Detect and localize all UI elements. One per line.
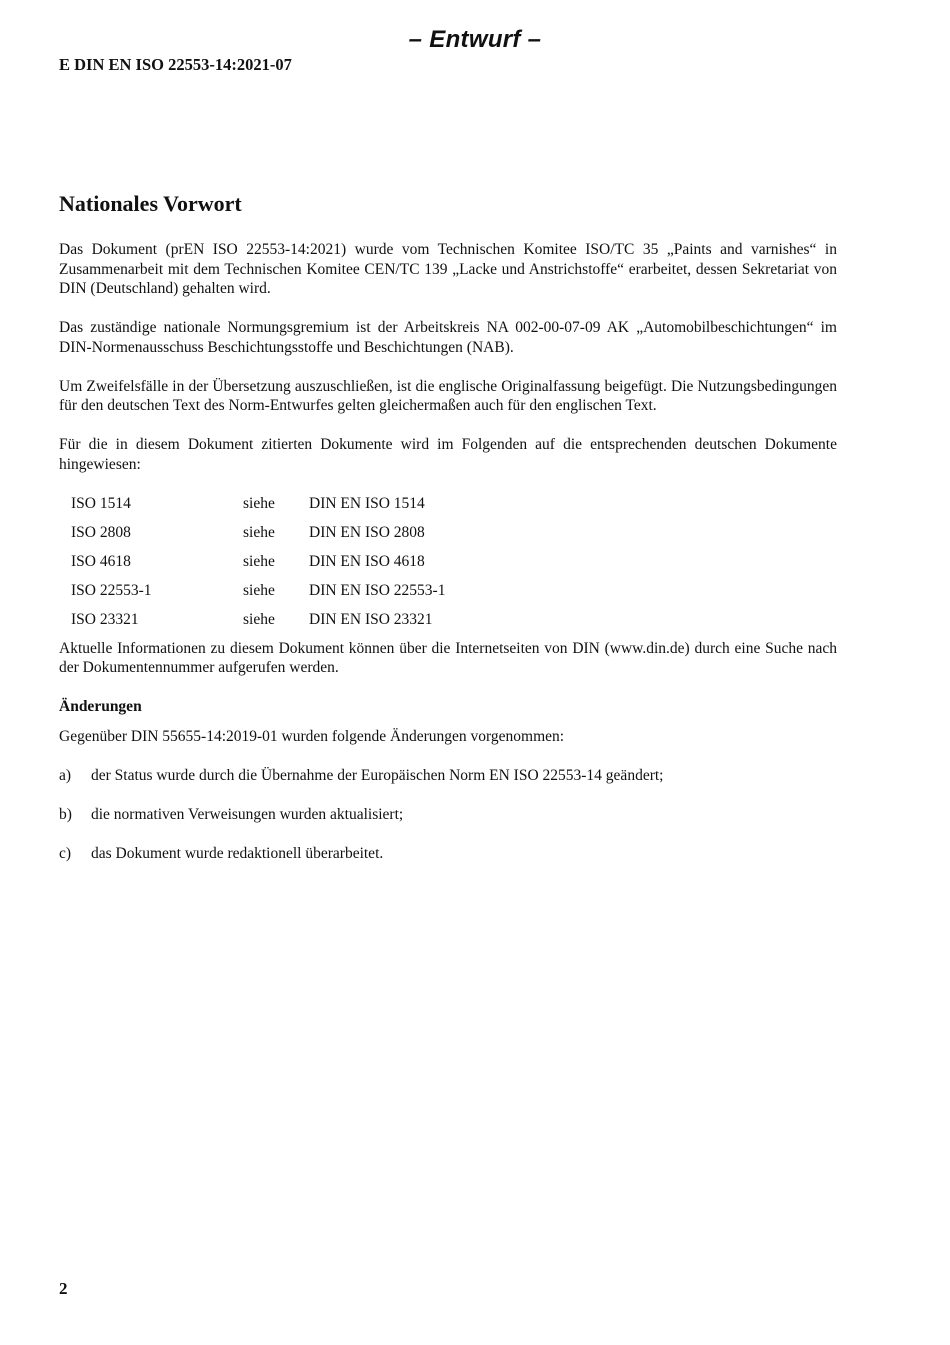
table-row xyxy=(71,581,445,610)
list-item-text: der Status wurde durch die Übernahme der Europäischen Norm EN ISO 22553-14 geändert; xyxy=(91,766,664,784)
reference-see: siehe xyxy=(243,610,275,628)
list-item xyxy=(59,805,837,825)
paragraph-translation: Um Zweifelsfälle in der Übersetzung auszuschließen, ist die englische Originalfassung beigefügt. Die Nutzungsbedingungen für den deutschen Text des Norm-Entwurfes gelten gleichermaßen auch für den englischen Text. xyxy=(59,377,837,414)
paragraph-working-group: Das zuständige nationale Normungsgremium ist der Arbeitskreis NA 002-00-07-09 AK „Automobilbeschichtungen“ im DIN-Normenausschuss Beschichtungsstoffe und Beschichtungen (NAB). xyxy=(59,319,837,356)
reference-din: DIN EN ISO 2808 xyxy=(309,523,425,541)
reference-din: DIN EN ISO 22553-1 xyxy=(309,581,446,599)
table-row xyxy=(71,552,445,581)
list-marker: a) xyxy=(59,766,72,784)
reference-see: siehe xyxy=(243,581,275,599)
table-row xyxy=(71,610,445,639)
reference-iso: ISO 1514 xyxy=(71,494,131,512)
paragraph-committee: Das Dokument (prEN ISO 22553-14:2021) wurde vom Technischen Komitee ISO/TC 35 „Paints and varnishes“ in Zusammenarbeit mit dem Technischen Komitee CEN/TC 139 „Lacke und Anstrichstoffe“ erarbeitet, dessen Sekretariat von DIN (Deutschland) gehalten wird. xyxy=(59,241,837,297)
table-row xyxy=(71,523,445,552)
list-item xyxy=(59,844,837,864)
reference-din: DIN EN ISO 4618 xyxy=(309,552,425,570)
reference-see: siehe xyxy=(243,523,275,541)
reference-iso: ISO 4618 xyxy=(71,552,131,570)
changes-title: Änderungen xyxy=(59,698,142,715)
list-item xyxy=(59,766,837,786)
list-item-text: die normativen Verweisungen wurden aktualisiert; xyxy=(91,805,404,823)
reference-table xyxy=(71,494,445,639)
paragraph-info: Aktuelle Informationen zu diesem Dokument können über die Internetseiten von DIN (www.din.de) durch eine Suche nach der Dokumentennummer aufgerufen werden. xyxy=(59,639,837,676)
reference-iso: ISO 2808 xyxy=(71,523,131,541)
reference-din: DIN EN ISO 1514 xyxy=(309,494,425,512)
reference-see: siehe xyxy=(243,494,275,512)
changes-intro: Gegenüber DIN 55655-14:2019-01 wurden folgende Änderungen vorgenommen: xyxy=(59,727,565,745)
changes-list xyxy=(59,766,837,864)
section-title: Nationales Vorwort xyxy=(59,191,242,216)
list-item-text: das Dokument wurde redaktionell überarbeitet. xyxy=(91,844,384,862)
table-row xyxy=(71,494,445,523)
reference-din: DIN EN ISO 23321 xyxy=(309,610,433,628)
draft-watermark: – Entwurf – xyxy=(408,26,542,53)
document-id: E DIN EN ISO 22553-14:2021-07 xyxy=(59,55,292,74)
reference-see: siehe xyxy=(243,552,275,570)
reference-iso: ISO 22553-1 xyxy=(71,581,152,599)
list-marker: b) xyxy=(59,805,72,823)
list-marker: c) xyxy=(59,844,72,862)
reference-iso: ISO 23321 xyxy=(71,610,139,628)
paragraph-references-intro: Für die in diesem Dokument zitierten Dokumente wird im Folgenden auf die entsprechenden deutschen Dokumente hingewiesen: xyxy=(59,436,837,473)
page-body xyxy=(59,190,837,883)
page-number: 2 xyxy=(59,1279,68,1298)
